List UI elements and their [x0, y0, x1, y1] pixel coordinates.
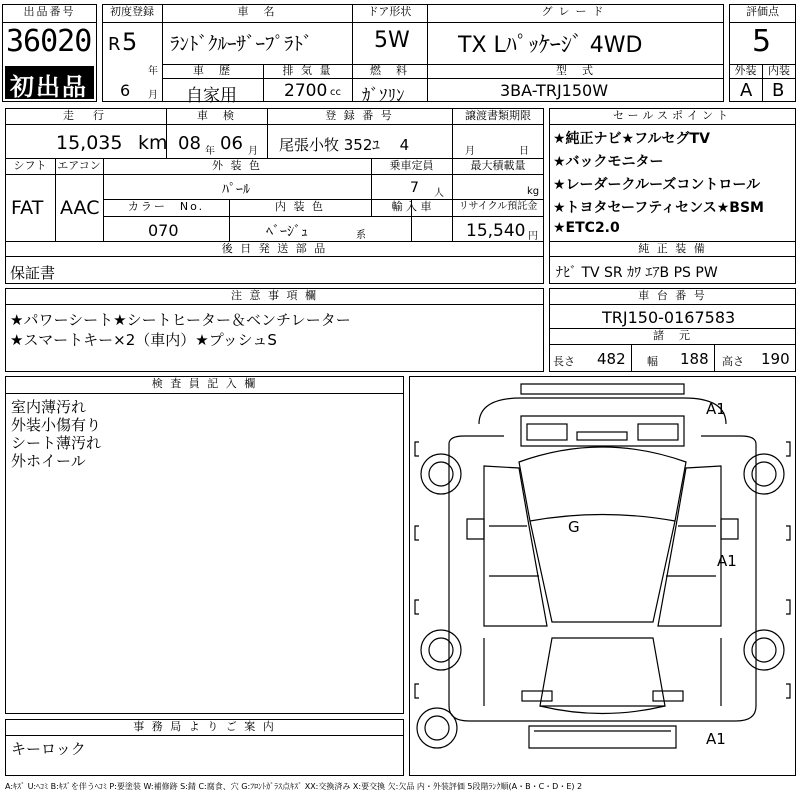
exterior-grade: A — [740, 80, 753, 101]
mileage: 15,035 — [56, 132, 123, 154]
model-code: 3BA-TRJ150W — [500, 81, 609, 100]
month-unit: 月 — [148, 90, 158, 101]
chassis-label: 車 台 番 号 — [638, 289, 707, 302]
recycle-fee: 15,540 — [466, 221, 526, 241]
model-code-label: 型 式 — [556, 64, 595, 77]
equipment: ﾅﾋﾞ TV SR ｶﾜ ｴｱB PS PW — [556, 265, 718, 281]
int-color-unit: 系 — [356, 230, 366, 241]
car-name: ﾗﾝﾄﾞｸﾙｰｻﾞｰﾌﾟﾗﾄﾞ — [170, 33, 313, 55]
transfer-month-unit: 月 — [465, 146, 475, 157]
recycle-unit: 円 — [528, 231, 538, 242]
door-label: ドア形状 — [367, 5, 412, 18]
office-text: キーロック — [11, 740, 86, 758]
car-diagram — [409, 376, 796, 776]
transfer-day-unit: 日 — [519, 146, 529, 157]
score-label: 評価点 — [746, 5, 779, 18]
air-conditioner: AAC — [60, 197, 100, 219]
sales-point-2: ★バックモニター — [553, 154, 664, 170]
later-parts-label: 後 日 発 送 部 品 — [221, 242, 328, 255]
sales-point-5: ★ETC2.0 — [553, 220, 620, 236]
note-line-1: ★パワーシート★シートヒーター＆ベンチレーター — [10, 311, 351, 329]
shift: FAT — [11, 197, 44, 219]
dims-label: 諸 元 — [653, 329, 692, 342]
capacity: 7 — [410, 180, 419, 196]
reg-year: 5 — [122, 28, 138, 56]
displacement-unit: cc — [330, 87, 341, 98]
year-unit: 年 — [148, 66, 158, 77]
reg-number: 尾張小牧 352ﾕ 4 — [279, 136, 410, 154]
score: 5 — [752, 24, 772, 59]
import-label: 輸 入 車 — [391, 200, 432, 213]
color-no: 070 — [148, 221, 179, 240]
exterior-label: 外装 — [734, 64, 757, 77]
door-type: 5W — [374, 28, 410, 53]
legend: A:ｷｽﾞ U:ﾍｺﾐ B:ｷｽﾞを伴うﾍｺﾐ P:要塗装 W:補修跡 S:錆 C:腐食、穴 G:ﾌﾛﾝﾄｶﾞﾗｽ点ｷｽﾞ XX:交換済み X:要交換 欠:欠品 内・外装評価 5段階ﾗﾝｸ順(A・B・C・D・E) 2 — [5, 782, 583, 791]
damage-mark-windshield: G — [568, 518, 580, 536]
era: R — [108, 34, 121, 55]
history-label: 車 歴 — [193, 64, 232, 77]
first-listing-text: 初出品 — [10, 73, 88, 101]
sales-point-1: ★純正ナビ★フルセグTV — [553, 131, 710, 147]
length: 482 — [597, 350, 626, 368]
grade-label: グレード — [541, 5, 610, 18]
ext-color-label: 外 装 色 — [212, 159, 262, 172]
shift-label: シフト — [13, 159, 47, 172]
fuel: ｶﾞｿﾘﾝ — [362, 86, 405, 106]
inspection-year-unit: 年 — [205, 146, 215, 157]
interior-grade: B — [772, 80, 785, 101]
color-no-label: カラー No. — [127, 200, 205, 213]
damage-mark-rear: A1 — [706, 730, 726, 748]
fuel-label: 燃 料 — [370, 64, 409, 77]
inspector-line-3: シート薄汚れ — [11, 434, 102, 452]
capacity-unit: 人 — [434, 188, 444, 199]
width: 188 — [680, 350, 709, 368]
inspection-month: 06 — [220, 133, 243, 154]
interior-label: 内装 — [768, 64, 790, 77]
transfer-label: 譲渡書類期限 — [465, 109, 531, 122]
height: 190 — [761, 350, 790, 368]
reg-month: 6 — [120, 81, 131, 100]
int-color: ﾍﾞｰｼﾞｭ — [266, 224, 308, 240]
inspection-year: 08 — [178, 133, 201, 154]
history: 自家用 — [186, 86, 237, 106]
equipment-label: 純 正 装 備 — [638, 242, 707, 255]
ext-color: ﾊﾟｰﾙ — [222, 182, 250, 198]
displacement: 2700 — [284, 81, 328, 101]
int-color-label: 内 装 色 — [275, 200, 325, 213]
inspection-month-unit: 月 — [248, 146, 258, 157]
inspector-label: 検 査 員 記 入 欄 — [151, 377, 258, 390]
inspector-line-1: 室内薄汚れ — [11, 398, 87, 416]
first-reg-label: 初度登録 — [110, 5, 154, 18]
height-label: 高さ — [722, 355, 744, 368]
mileage-unit: km — [138, 132, 168, 154]
chassis-number: TRJ150-0167583 — [602, 308, 736, 327]
load-unit: kg — [527, 186, 540, 197]
reg-number-label: 登 録 番 号 — [325, 109, 394, 122]
inspector-line-4: 外ホイール — [11, 452, 86, 470]
damage-mark-side: A1 — [717, 552, 737, 570]
notes-label: 注 意 事 項 欄 — [231, 289, 318, 302]
inspection-label: 車 検 — [197, 109, 236, 122]
car-name-label: 車 名 — [237, 5, 277, 18]
lot-number: 36020 — [6, 24, 92, 59]
length-label: 長さ — [553, 355, 575, 368]
displacement-label: 排 気 量 — [282, 64, 333, 77]
note-line-2: ★スマートキー×2（車内）★プッシュS — [10, 331, 277, 349]
later-parts: 保証書 — [10, 264, 56, 282]
max-load-label: 最大積載量 — [470, 159, 526, 172]
inspector-line-2: 外装小傷有り — [11, 416, 102, 434]
sales-point-3: ★レーダークルーズコントロール — [553, 177, 761, 193]
ac-label: エアコン — [57, 159, 101, 172]
damage-mark-front: A1 — [706, 400, 726, 418]
recycle-label: リサイクル預託金 — [458, 201, 538, 212]
capacity-label: 乗車定員 — [389, 159, 434, 172]
grade: TX Lﾊﾟｯｹｰｼﾞ 4WD — [458, 33, 643, 58]
sales-points-label: セールスポイント — [612, 109, 732, 122]
mileage-label: 走 行 — [63, 109, 108, 122]
sales-point-4: ★トヨタセーフティセンス★BSM — [553, 200, 764, 216]
width-label: 幅 — [647, 355, 658, 368]
lot-number-label: 出品番号 — [23, 5, 76, 18]
office-label: 事 務 局 よ り ご 案 内 — [133, 720, 276, 733]
